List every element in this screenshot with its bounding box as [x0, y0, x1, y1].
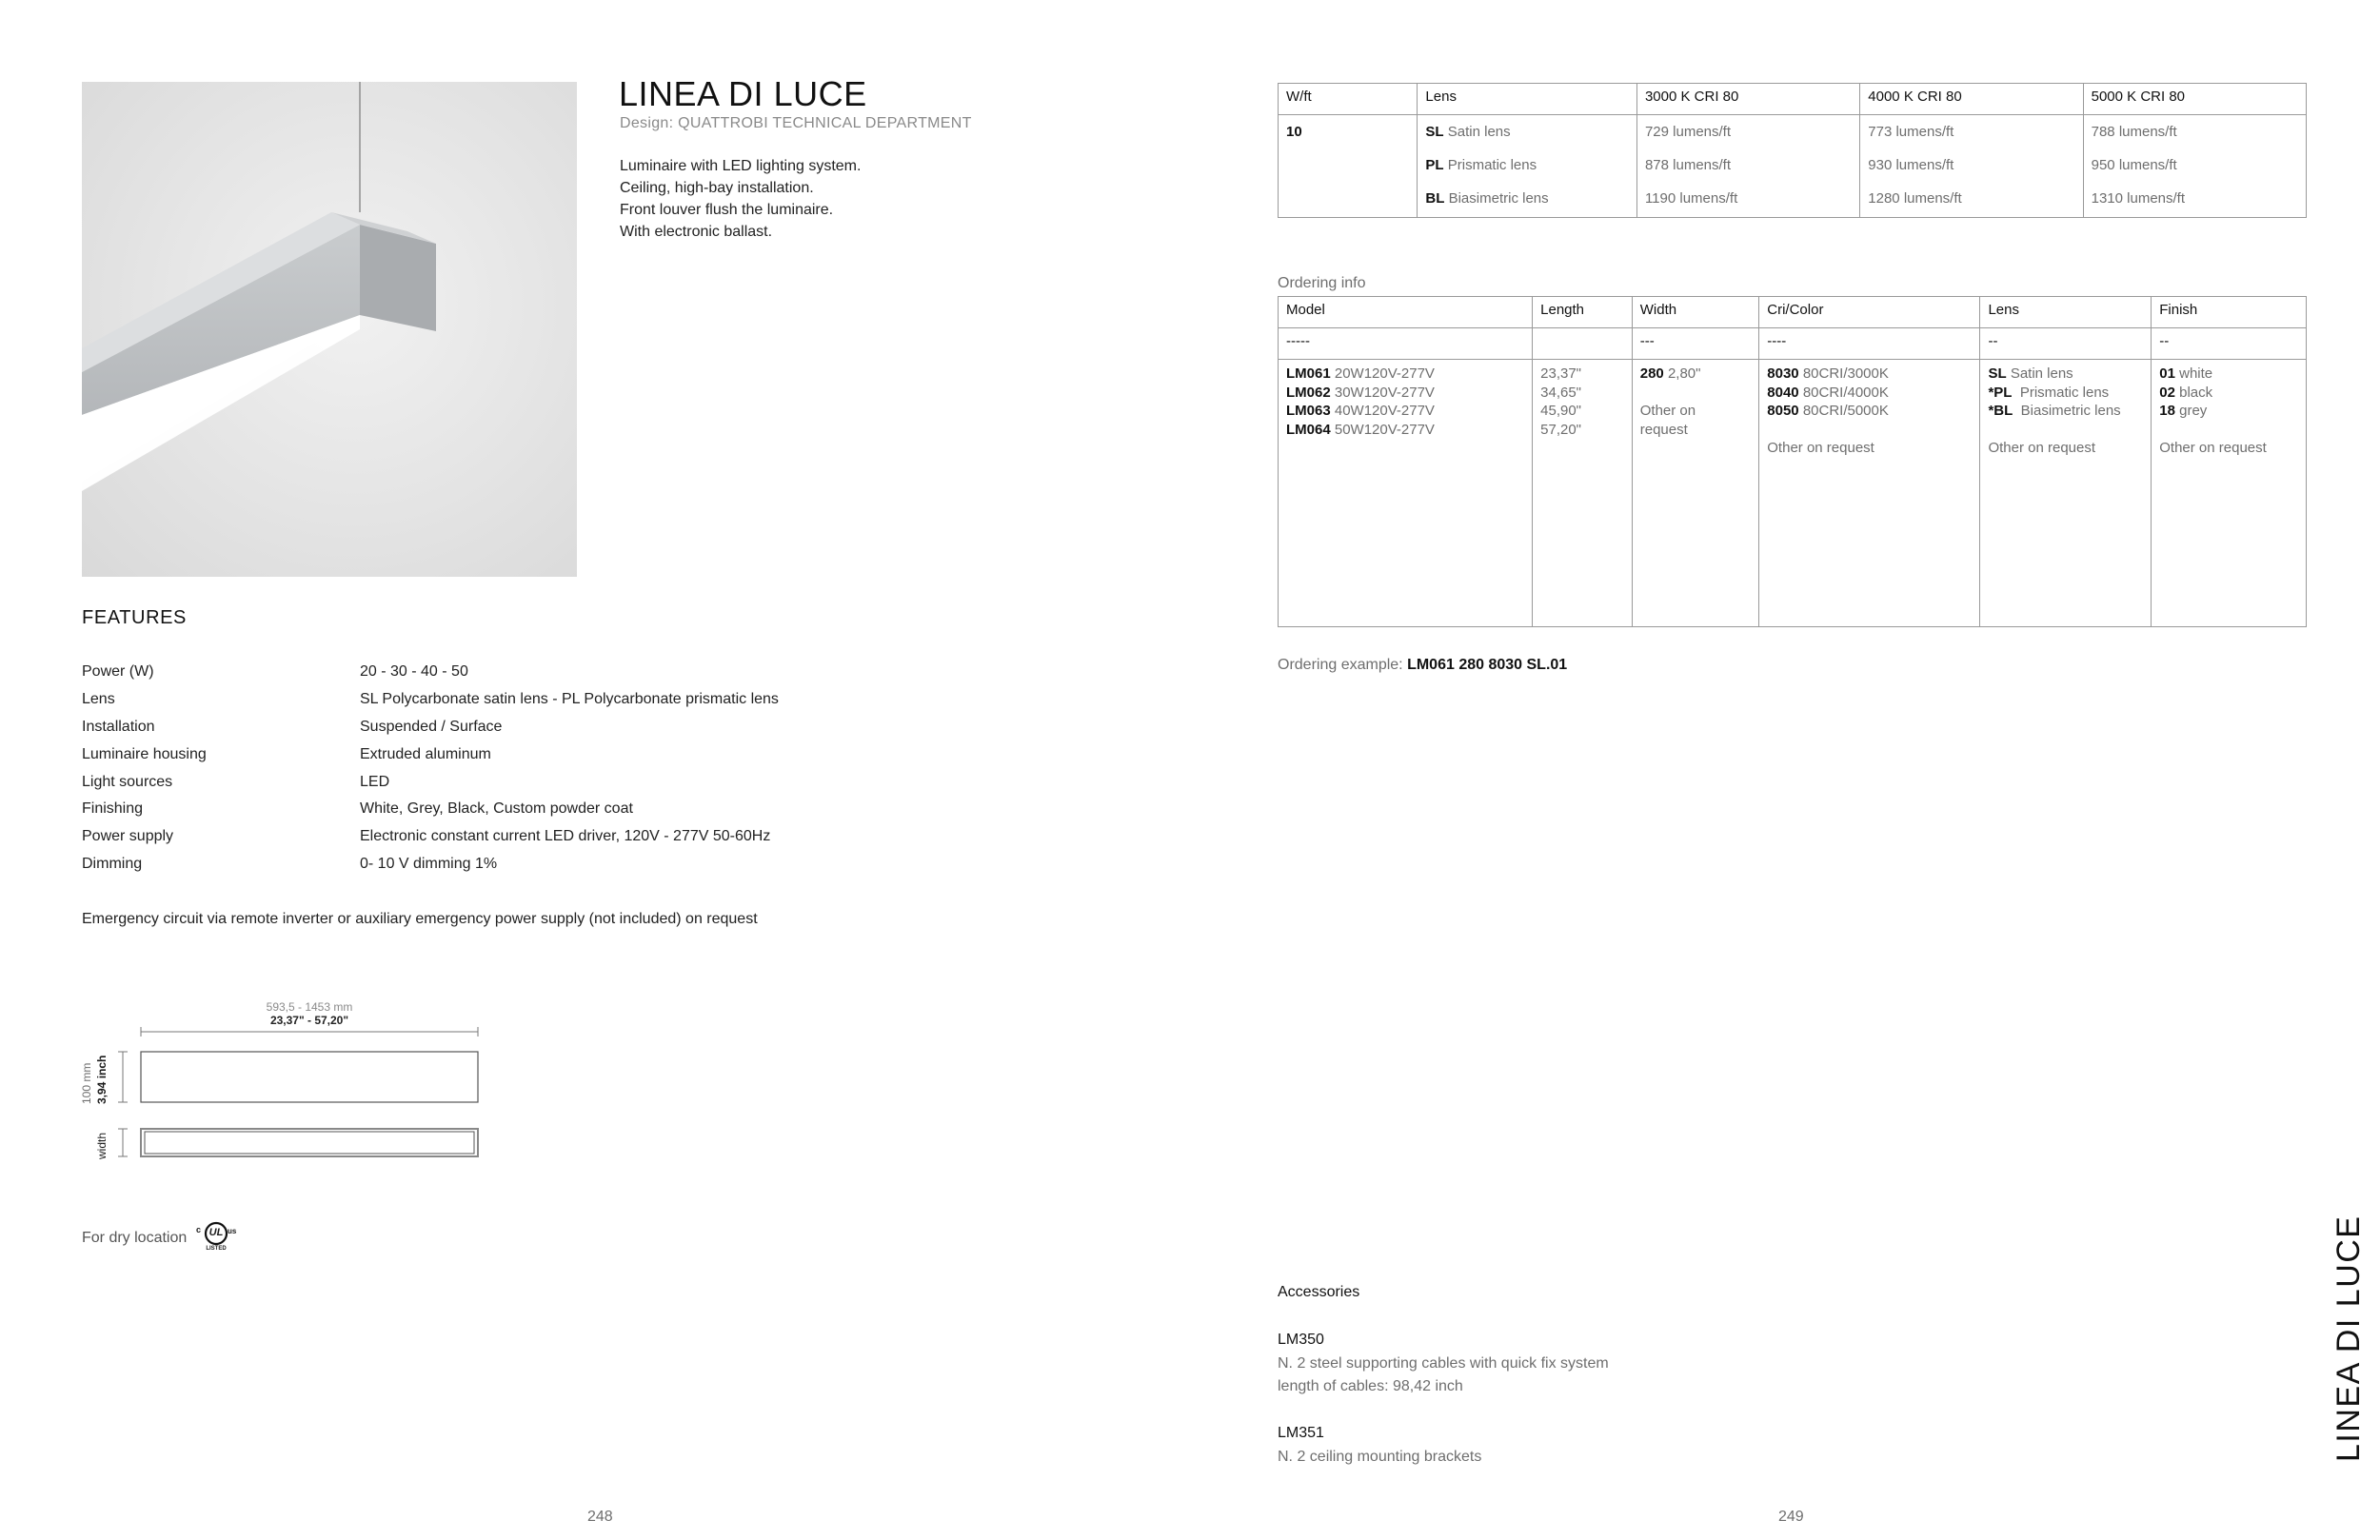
- model-desc: 40W120V-277V: [1334, 403, 1435, 419]
- example-code: LM061 280 8030 SL.01: [1407, 657, 1568, 673]
- cri-desc: 80CRI/3000K: [1802, 365, 1889, 382]
- lens-code: PL: [1425, 157, 1444, 173]
- page-number-left: 248: [587, 1509, 613, 1525]
- emergency-note: Emergency circuit via remote inverter or auxiliary emergency power supply (not included) on request: [82, 911, 758, 927]
- lens-code: SL: [1988, 365, 2007, 382]
- dash-cell: ---: [1632, 328, 1759, 360]
- cri-option: [1767, 365, 1972, 384]
- finish-option: [2159, 402, 2298, 421]
- accessory-desc-line: length of cables: 98,42 inch: [1278, 1378, 1463, 1394]
- lens-code: *PL: [1988, 384, 2013, 401]
- model-code: LM062: [1286, 384, 1331, 401]
- k5000-cell: [2083, 115, 2306, 218]
- ul-listed-text: LISTED: [206, 1246, 227, 1252]
- lens-option: [1425, 115, 1629, 148]
- dash-cell: --: [1980, 328, 2152, 360]
- feature-value: Suspended / Surface: [360, 719, 503, 735]
- col-header: Width: [1632, 297, 1759, 328]
- ul-listed-mark: [196, 1219, 236, 1255]
- feature-label: Finishing: [82, 800, 144, 817]
- feature-value: 20 - 30 - 40 - 50: [360, 663, 468, 680]
- lumens-value: 729 lumens/ft: [1644, 124, 1732, 140]
- lumens-value: 950 lumens/ft: [2091, 157, 2177, 173]
- feature-value: 0- 10 V dimming 1%: [360, 856, 498, 872]
- lens-option: [1988, 365, 2143, 384]
- col-header: Cri/Color: [1759, 297, 1980, 328]
- features-heading: FEATURES: [82, 607, 187, 628]
- height-mm-label: 100 mm: [80, 1062, 93, 1104]
- width-label: width: [95, 1132, 109, 1159]
- feature-value: LED: [360, 774, 390, 790]
- lumens-value: 773 lumens/ft: [1868, 124, 1954, 140]
- lens-option: [1988, 384, 2143, 403]
- feature-value: Electronic constant current LED driver, 120V - 277V 50-60Hz: [360, 828, 771, 844]
- feature-label: Dimming: [82, 856, 143, 872]
- dimension-drawing: [82, 1026, 501, 1171]
- cri-desc: 80CRI/4000K: [1802, 384, 1889, 401]
- feature-label: Light sources: [82, 774, 173, 790]
- model-option: [1286, 384, 1524, 403]
- dry-location-note: For dry location: [82, 1230, 188, 1246]
- ordering-info-label: Ordering info: [1278, 275, 1366, 291]
- k3000-cell: [1636, 115, 1859, 218]
- model-code: LM061: [1286, 365, 1331, 382]
- finish-desc: black: [2179, 384, 2213, 401]
- length-option: 45,90": [1540, 403, 1582, 419]
- k4000-cell: [1860, 115, 2083, 218]
- table-row: [1279, 115, 2307, 218]
- col-header: Length: [1533, 297, 1633, 328]
- description-line: Ceiling, high-bay installation.: [620, 180, 814, 196]
- col-header: Lens: [1980, 297, 2152, 328]
- lens-option: [1425, 182, 1629, 215]
- model-desc: 30W120V-277V: [1334, 384, 1435, 401]
- model-desc: 20W120V-277V: [1334, 365, 1435, 382]
- col-header: 5000 K CRI 80: [2083, 84, 2306, 115]
- model-code: LM063: [1286, 403, 1331, 419]
- cri-other: Other on request: [1767, 440, 1874, 456]
- lumens-value: 930 lumens/ft: [1868, 157, 1954, 173]
- model-code: LM064: [1286, 421, 1331, 438]
- feature-value: SL Polycarbonate satin lens - PL Polycarbonate prismatic lens: [360, 691, 779, 707]
- lens-name: Satin lens: [1447, 124, 1511, 140]
- lumens-value: 1190 lumens/ft: [1644, 190, 1738, 207]
- lens-code: *BL: [1988, 403, 2013, 419]
- feature-label: Lens: [82, 691, 115, 707]
- width-code: 280: [1639, 365, 1664, 382]
- lumens-table: [1278, 83, 2307, 218]
- description-line: Luminaire with LED lighting system.: [620, 158, 862, 174]
- finish-desc: white: [2179, 365, 2213, 382]
- product-title: LINEA DI LUCE: [619, 74, 867, 113]
- feature-label: Luminaire housing: [82, 746, 207, 762]
- ul-us-mark: us: [228, 1227, 237, 1235]
- wft-cell: [1279, 115, 1418, 218]
- finish-cell: [2152, 360, 2307, 627]
- cri-option: [1767, 384, 1972, 403]
- cri-code: 8040: [1767, 384, 1799, 401]
- width-option: [1640, 365, 1752, 384]
- accessory-desc-line: N. 2 steel supporting cables with quick fix system: [1278, 1355, 1609, 1372]
- accessory-code: LM350: [1278, 1332, 1324, 1348]
- options-row: [1279, 360, 2307, 627]
- cri-code: 8030: [1767, 365, 1799, 382]
- lens-code: BL: [1425, 190, 1445, 207]
- lens-code: SL: [1425, 124, 1444, 140]
- finish-option: [2159, 365, 2298, 384]
- width-other-line: Other on: [1639, 403, 1696, 419]
- lens-desc: Biasimetric lens: [2020, 403, 2121, 419]
- cri-cell: [1759, 360, 1980, 627]
- lumens-value: 878 lumens/ft: [1644, 157, 1732, 173]
- col-header: 4000 K CRI 80: [1860, 84, 2083, 115]
- designer-credit: Design: QUATTROBI TECHNICAL DEPARTMENT: [620, 115, 972, 131]
- lens-option: [1425, 148, 1629, 182]
- width-cell: [1632, 360, 1759, 627]
- model-option: [1286, 402, 1524, 421]
- width-other-line: request: [1639, 421, 1688, 438]
- example-label: Ordering example:: [1278, 657, 1403, 673]
- side-title: LINEA DI LUCE: [2330, 1214, 2367, 1462]
- feature-value: Extruded aluminum: [360, 746, 491, 762]
- lumens-value: 1280 lumens/ft: [1868, 190, 1962, 207]
- col-header: Lens: [1418, 84, 1637, 115]
- lumens-value: 788 lumens/ft: [2091, 124, 2177, 140]
- length-mm-label: 593,5 - 1453 mm: [266, 1000, 353, 1014]
- ordering-example: [1278, 657, 1567, 674]
- accessory-desc: [1278, 1352, 1609, 1398]
- feature-label: Power supply: [82, 828, 174, 844]
- col-header: 3000 K CRI 80: [1636, 84, 1859, 115]
- length-option: 23,37": [1540, 365, 1582, 382]
- model-option: [1286, 365, 1524, 384]
- length-cell: [1533, 360, 1633, 627]
- length-option: 57,20": [1540, 421, 1582, 438]
- dash-cell: [1533, 328, 1633, 360]
- dash-cell: --: [2152, 328, 2307, 360]
- description-line: Front louver flush the luminaire.: [620, 202, 834, 218]
- col-header: W/ft: [1279, 84, 1418, 115]
- lens-option: [1988, 402, 2143, 421]
- feature-label: Power (W): [82, 663, 154, 680]
- finish-code: 02: [2159, 384, 2175, 401]
- feature-value: White, Grey, Black, Custom powder coat: [360, 800, 633, 817]
- model-option: [1286, 421, 1524, 440]
- cri-option: [1767, 402, 1972, 421]
- finish-option: [2159, 384, 2298, 403]
- lens-desc: Prismatic lens: [2019, 384, 2110, 401]
- col-header: Finish: [2152, 297, 2307, 328]
- width-desc: 2,80": [1667, 365, 1701, 382]
- page-number-right: 249: [1778, 1509, 1804, 1525]
- lens-other: Other on request: [1988, 440, 2096, 456]
- wft-value: 10: [1286, 124, 1302, 140]
- accessories-heading: Accessories: [1278, 1284, 1360, 1300]
- lens-cell: [1418, 115, 1637, 218]
- model-cell: [1279, 360, 1533, 627]
- height-inch-label: 3,94 inch: [95, 1055, 109, 1104]
- cri-code: 8050: [1767, 403, 1799, 419]
- ordering-table: [1278, 296, 2307, 627]
- model-desc: 50W120V-277V: [1334, 421, 1435, 438]
- dash-cell: -----: [1279, 328, 1533, 360]
- finish-other: Other on request: [2159, 440, 2267, 456]
- dash-cell: ----: [1759, 328, 1980, 360]
- length-inch-label: 23,37" - 57,20": [269, 1014, 349, 1027]
- cri-desc: 80CRI/5000K: [1802, 403, 1889, 419]
- luminaire-image: [82, 82, 577, 577]
- ul-c-mark: c: [196, 1225, 202, 1234]
- product-description: [620, 155, 861, 243]
- col-header: Model: [1279, 297, 1533, 328]
- lumens-value: 1310 lumens/ft: [2091, 190, 2186, 207]
- lens-name: Prismatic lens: [1447, 157, 1537, 173]
- feature-label: Installation: [82, 719, 155, 735]
- finish-desc: grey: [2179, 403, 2208, 419]
- lens-name: Biasimetric lens: [1448, 190, 1549, 207]
- ul-text: UL: [208, 1227, 224, 1238]
- product-photo: [82, 82, 577, 577]
- finish-code: 01: [2159, 365, 2175, 382]
- description-line: With electronic ballast.: [620, 224, 773, 240]
- accessory-desc: [1278, 1446, 1481, 1469]
- accessory-code: LM351: [1278, 1425, 1324, 1441]
- lens-desc: Satin lens: [2010, 365, 2073, 382]
- finish-code: 18: [2159, 403, 2175, 419]
- accessory-desc-line: N. 2 ceiling mounting brackets: [1278, 1449, 1482, 1465]
- lens-option-cell: [1980, 360, 2152, 627]
- dash-row: [1279, 328, 2307, 360]
- length-option: 34,65": [1540, 384, 1582, 401]
